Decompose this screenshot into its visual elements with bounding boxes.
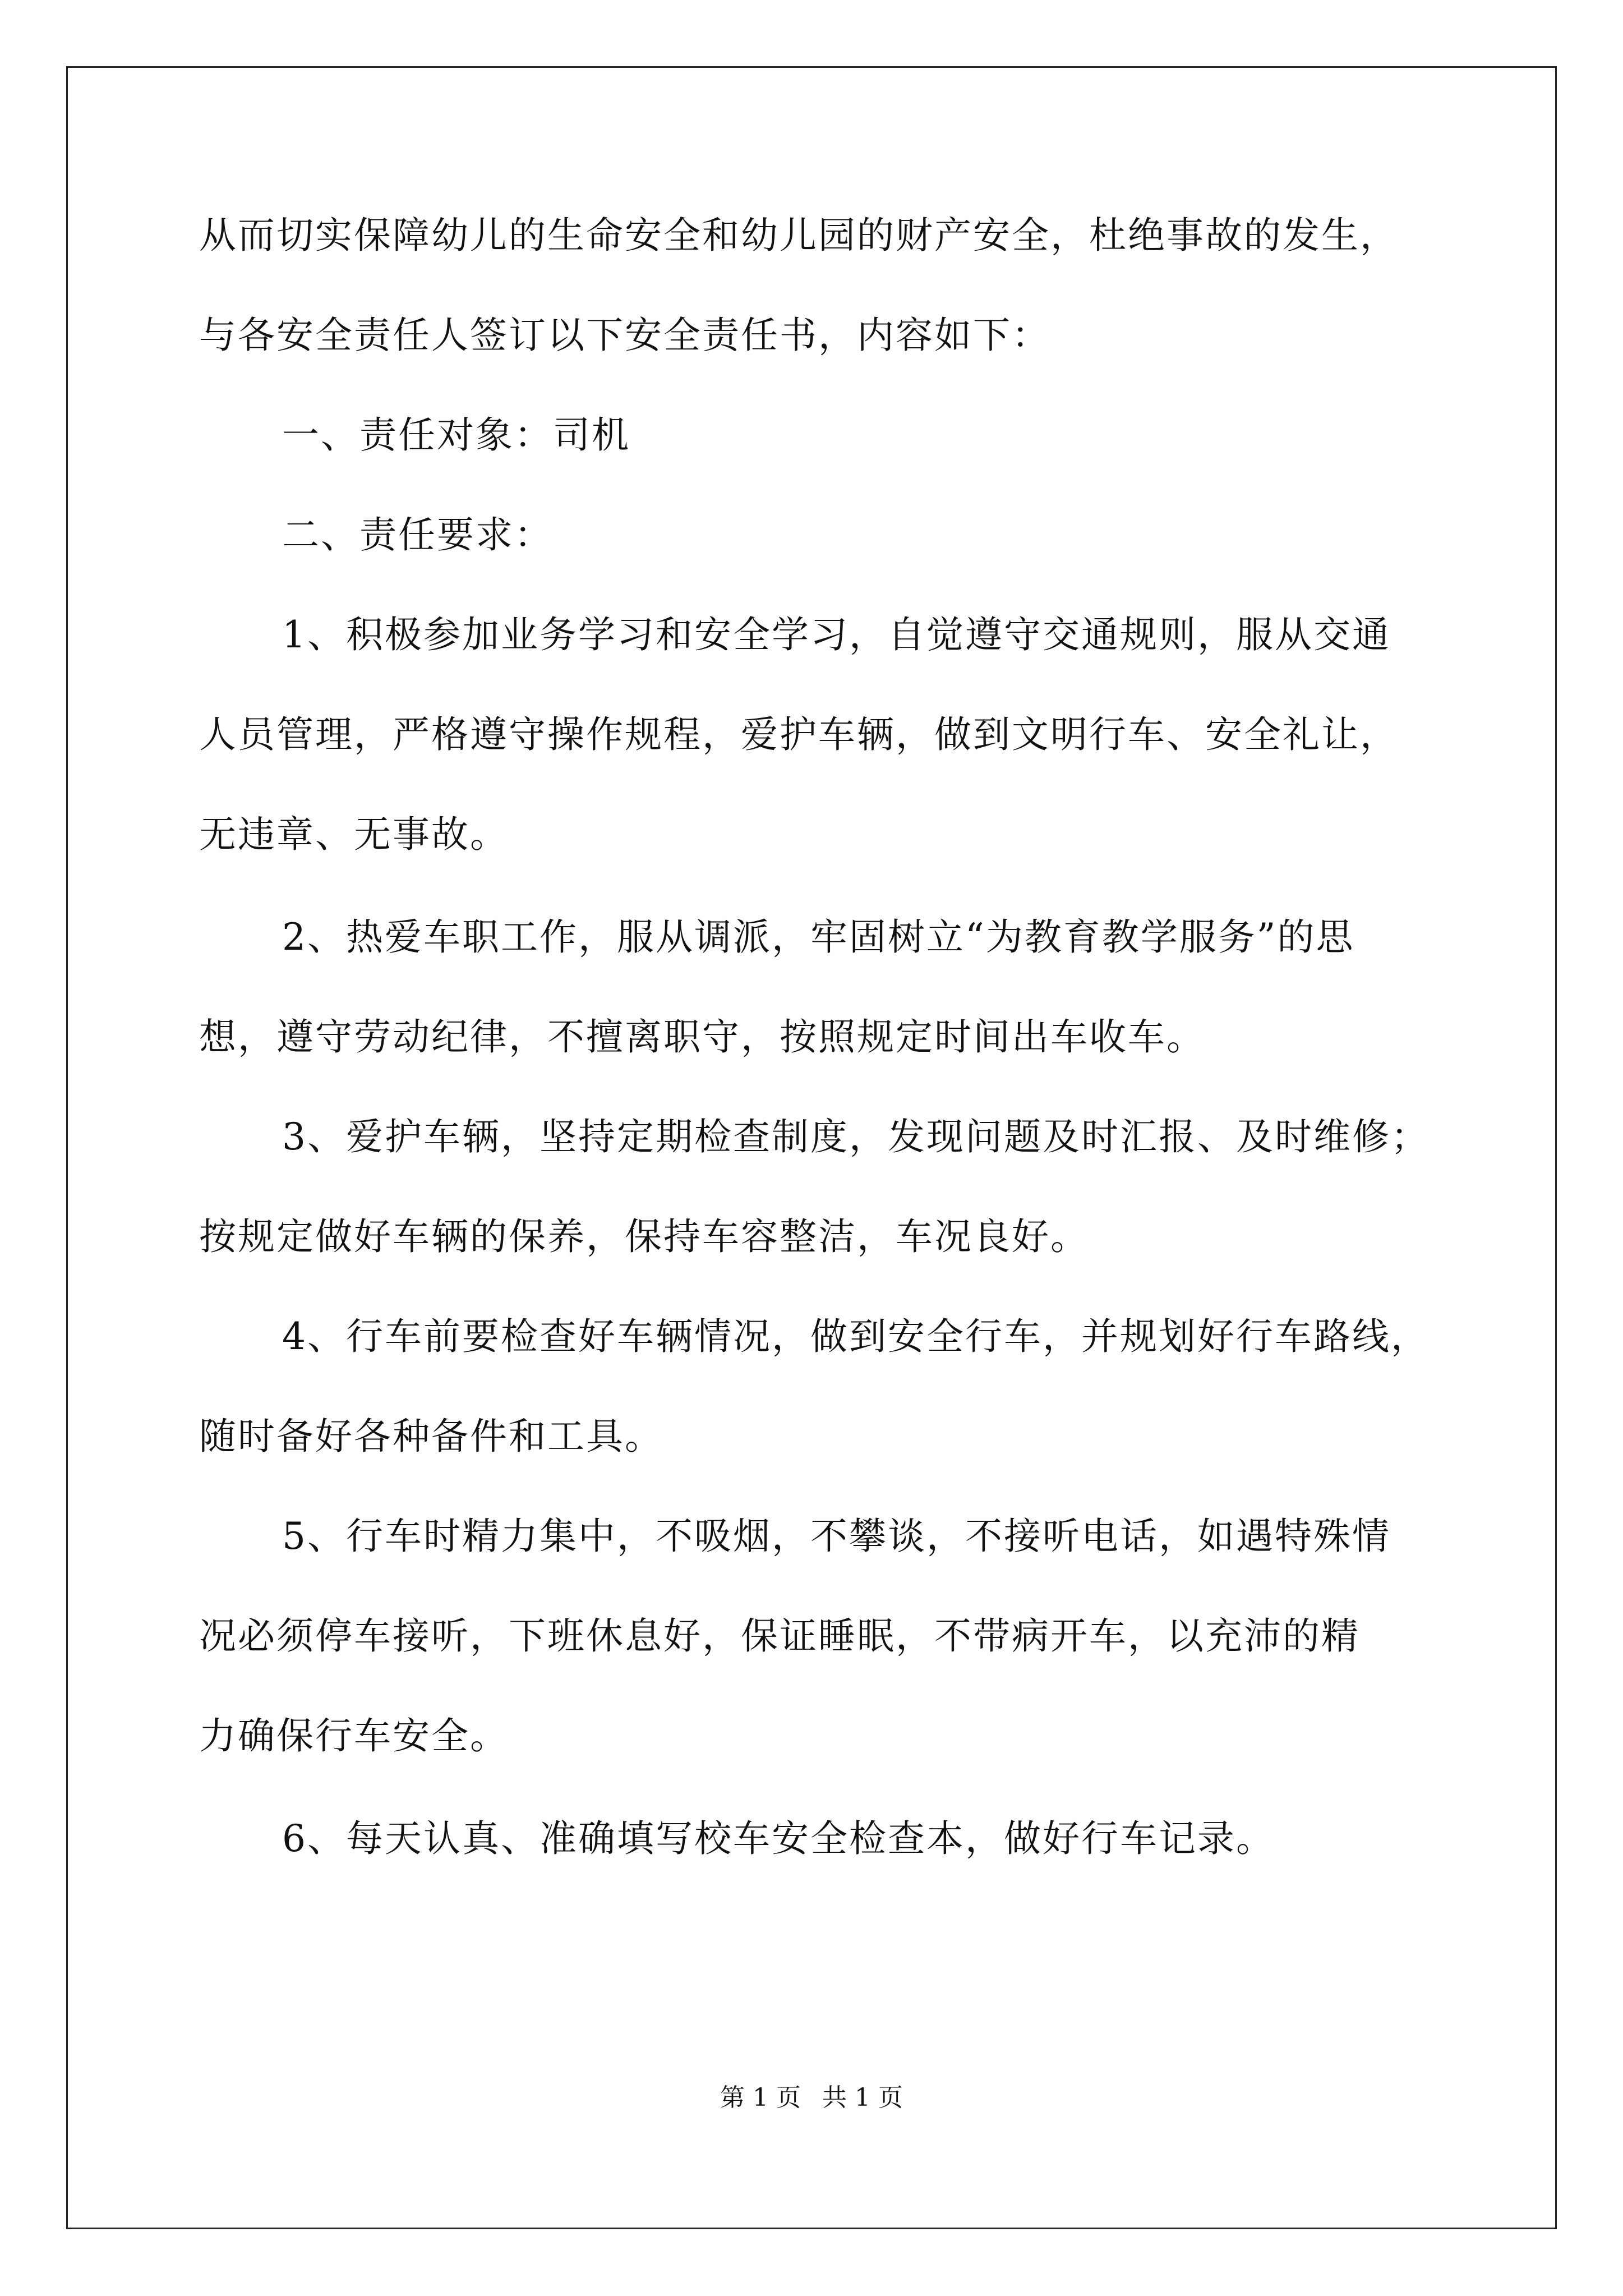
text-line: 4、行车前要检查好车辆情况，做到安全行车，并规划好行车路线，	[282, 1315, 1430, 1358]
text-line: 按规定做好车辆的保养，保持车容整洁，车况良好。	[199, 1215, 1089, 1258]
page-total: 共 1 页	[822, 2083, 903, 2112]
text-line: 从而切实保障幼儿的生命安全和幼儿园的财产安全，杜绝事故的发生，	[199, 214, 1399, 257]
text-line: 5、行车时精力集中，不吸烟，不攀谈，不接听电话，如遇特殊情	[282, 1515, 1391, 1558]
section-heading: 一、责任对象：司机	[282, 413, 630, 457]
text-line: 2、热爱车职工作，服从调派，牢固树立“为教育教学服务”的思	[282, 915, 1355, 959]
text-line: 随时备好各种备件和工具。	[199, 1415, 663, 1458]
text-line: 3、爱护车辆，坚持定期检查制度，发现问题及时汇报、及时维修；	[282, 1115, 1430, 1158]
page-number: 第 1 页	[720, 2083, 801, 2112]
text-line: 想，遵守劳动纪律，不擅离职守，按照规定时间出车收车。	[199, 1015, 1205, 1059]
text-line: 无违章、无事故。	[199, 813, 509, 856]
text-line: 人员管理，严格遵守操作规程，爱护车辆，做到文明行车、安全礼让，	[199, 713, 1399, 756]
section-heading: 二、责任要求：	[282, 513, 553, 556]
text-line: 1、积极参加业务学习和安全学习，自觉遵守交通规则，服从交通	[282, 613, 1391, 656]
document-body	[199, 213, 1430, 1861]
text-line: 力确保行车安全。	[199, 1714, 509, 1757]
text-line: 与各安全责任人签订以下安全责任书，内容如下：	[199, 314, 1050, 357]
text-line: 6、每天认真、准确填写校车安全检查本，做好行车记录。	[282, 1817, 1275, 1860]
text-line: 况必须停车接听，下班休息好，保证睡眠，不带病开车，以充沛的精	[199, 1614, 1360, 1658]
page-footer	[0, 2082, 1623, 2114]
